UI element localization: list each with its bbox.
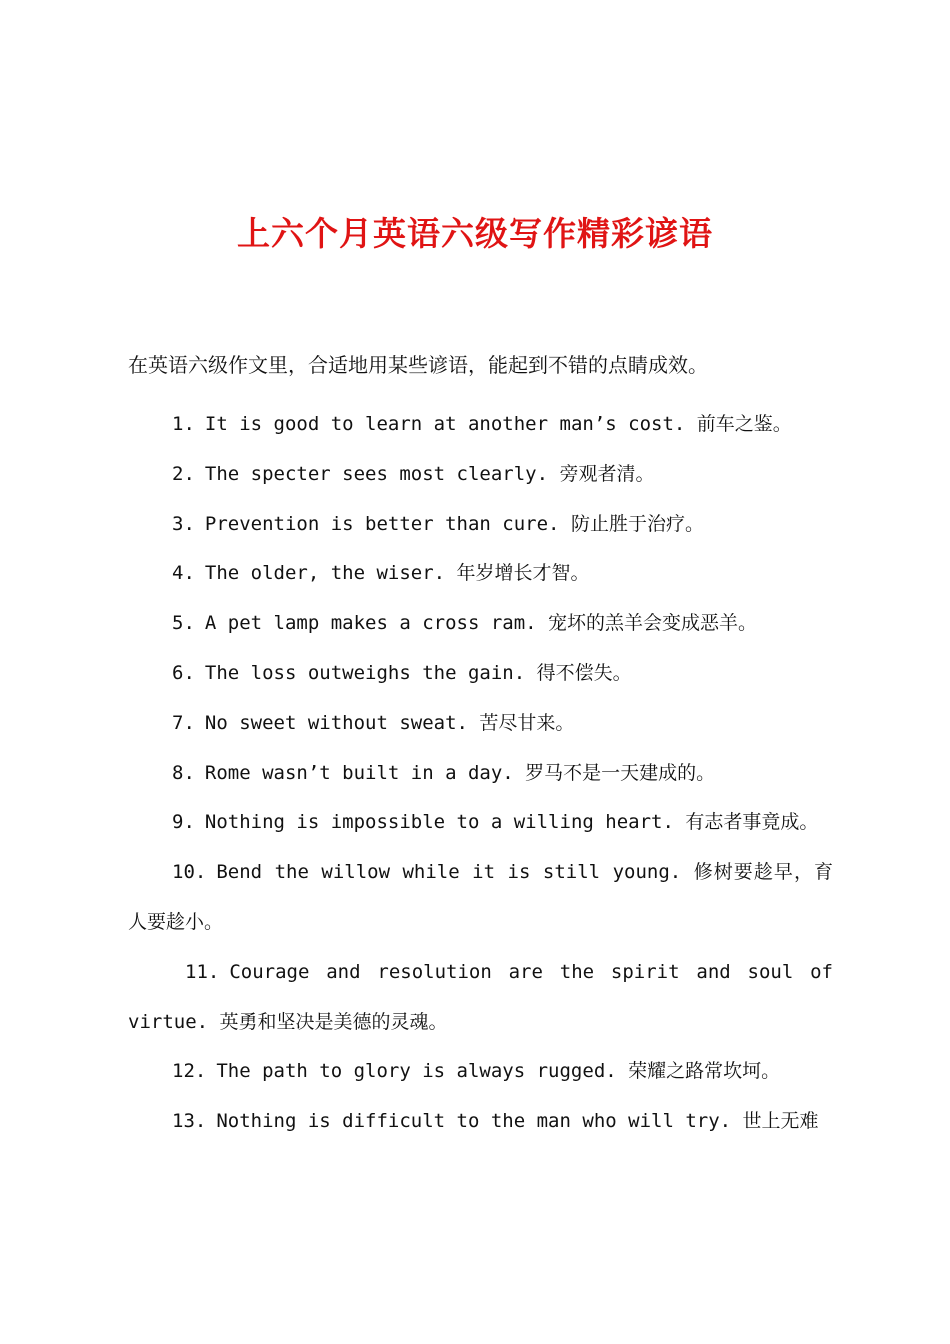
proverb-number: 2. (172, 462, 195, 485)
proverb-text: Bend the willow while it is still young. 修树要趁早，育人要趁小。 (128, 861, 833, 933)
proverb-item (128, 749, 833, 799)
proverb-text: Rome wasn’t built in a day. 罗马不是一天建成的。 (204, 761, 716, 784)
proverb-text: A pet lamp makes a cross ram. 宠坏的羔羊会变成恶羊。 (204, 612, 758, 635)
proverb-item (128, 1047, 833, 1097)
proverb-list (128, 400, 833, 1147)
proverb-text: Prevention is better than cure. 防止胜于治疗。 (204, 512, 704, 535)
proverb-item (128, 699, 833, 749)
proverb-item (128, 450, 833, 500)
proverb-item (128, 1097, 833, 1147)
proverb-number: 10. (172, 861, 207, 884)
proverb-text: No sweet without sweat. 苦尽甘来。 (204, 711, 575, 734)
proverb-number: 6. (172, 661, 195, 684)
proverb-item (128, 549, 833, 599)
proverb-item (128, 599, 833, 649)
proverb-number: 5. (172, 612, 195, 635)
proverb-item (128, 500, 833, 550)
proverb-number: 9. (172, 811, 195, 834)
proverb-text: It is good to learn at another man’s cost. 前车之鉴。 (204, 413, 792, 435)
proverb-number: 11. (185, 960, 220, 983)
page-title: 上六个月英语六级写作精彩谚语 (237, 214, 713, 253)
proverb-item (128, 948, 833, 1048)
proverb-number: 3. (172, 512, 195, 535)
proverb-number: 13. (172, 1110, 207, 1133)
proverb-text: The loss outweighs the gain. 得不偿失。 (204, 661, 632, 684)
proverb-text: The specter sees most clearly. 旁观者清。 (204, 462, 655, 485)
proverb-item (128, 848, 833, 948)
proverb-number: 12. (172, 1060, 207, 1083)
proverb-item (128, 400, 833, 450)
proverb-item (128, 798, 833, 848)
proverb-item (128, 649, 833, 699)
proverb-text: The older, the wiser. 年岁增长才智。 (204, 562, 590, 585)
proverb-text: Nothing is impossible to a willing heart. 有志者事竟成。 (204, 811, 819, 834)
intro-paragraph: 在英语六级作文里，合适地用某些谚语，能起到不错的点睛成效。 (128, 353, 708, 377)
proverb-number: 1. (172, 413, 195, 435)
proverb-number: 7. (172, 711, 195, 734)
proverb-text: The path to glory is always rugged. 荣耀之路常坎坷。 (216, 1060, 781, 1083)
proverb-number: 8. (172, 761, 195, 784)
proverb-text: Courage and resolution are the spirit and soul of virtue. 英勇和坚决是美德的灵魂。 (128, 960, 833, 1033)
proverb-text: Nothing is difficult to the man who will try. 世上无难 (216, 1110, 819, 1133)
proverb-number: 4. (172, 562, 195, 585)
